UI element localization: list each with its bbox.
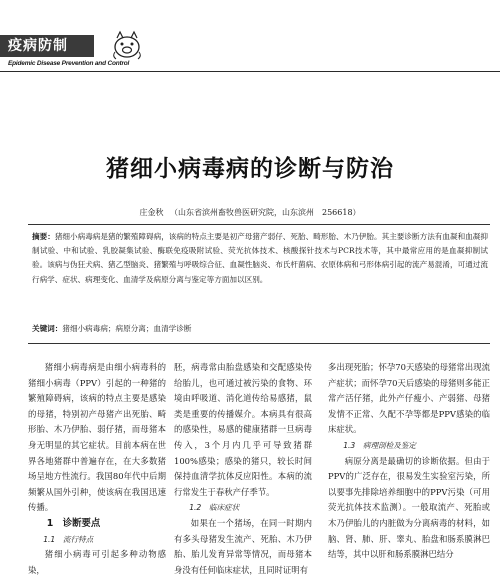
author-name: 庄金秋 — [139, 208, 164, 217]
author-line — [0, 207, 500, 218]
article-title: 猪细小病毒病的诊断与防治 — [106, 156, 394, 182]
body-column-3 — [328, 360, 490, 563]
subheading-pathology: 1.3 病理剖检及鉴定 — [343, 440, 417, 450]
pig-logo-icon — [110, 28, 144, 62]
body-column-2 — [174, 360, 312, 578]
abstract — [32, 230, 488, 287]
abstract-bottom-rule — [28, 343, 490, 344]
keywords-label: 关键词： — [32, 324, 63, 333]
transmission-paragraph: 胚，病毒常由胎盘感染和交配感染传给胎儿，也可通过被污染的食物、环境由呼吸道、消化道传给易感猪，鼠类是重要的传播媒介。本病具有很高的感染性，易感的健康猪群一旦病毒传入，3个月内几乎可导致猪群100%感染；感染的猪只，较长时间保持血清学抗体反应阳性。本病的流行常发生于春秋产仔季节。 — [174, 362, 312, 497]
intro-paragraph: 猪细小病毒病是由细小病毒科的猪细小病毒（PPV）引起的一种猪的繁殖障碍病，该病的特点主要是感染的母猪，特别初产母猪产出死胎、畸形胎、木乃伊胎、弱仔猪，而母猪本身无明显的其它症状。目前本病在世界各地猪群中普遍存在，在大多数猪场呈地方性流行。我国80年代中后期频繁从国外引种，使该病在我国迅速传播。 — [28, 362, 166, 513]
keywords — [32, 322, 488, 336]
section-banner — [0, 35, 94, 57]
section-heading-diagnosis: 1 诊断要点 — [46, 517, 101, 529]
section-subtitle: Epidemic Disease Prevention and Control — [8, 60, 130, 67]
author-affiliation: （山东省滨州畜牧兽医研究院，山东滨州 256618） — [170, 208, 361, 217]
subheading-clinical-signs: 1.2 临床症状 — [189, 503, 240, 513]
symptoms-paragraph: 多出现死胎；怀孕70天感染的母猪常出现流产症状；而怀孕70天后感染的母猪则多能正常产活仔猪，此外产仔瘦小、产弱猪、母猪发情不正常、久配不孕等都是PPV感染的临床症状。 — [328, 362, 490, 435]
subheading-epidemiology: 1.1 流行特点 — [43, 534, 94, 544]
section-title: 疫病防制 — [8, 38, 68, 54]
abstract-label: 摘要： — [32, 232, 55, 241]
pathology-paragraph: 病原分离是最确切的诊断依据。但由于PPV的广泛存在，很易发生实验室污染，所以要事先排除培养细胞中的PPV污染（可用荧光抗体技术监测）。一般取流产、死胎或木乃伊胎儿的内脏做为分离病毒的材料，如脑、肾、肺、肝、睾丸、胎盘和肠系膜淋巴结等，其中以肝和肠系膜淋巴结分 — [328, 455, 490, 560]
header-rule — [0, 71, 500, 72]
abstract-top-rule — [28, 224, 490, 225]
epidemiology-paragraph: 猪细小病毒可引起多种动物感染， — [28, 549, 166, 575]
keywords-text: 猪细小病毒病；病原分离；血清学诊断 — [62, 324, 192, 333]
clinical-signs-paragraph: 如果在一个猪场，在同一时期内有多头母猪发生流产、死胎、木乃伊胎、胎儿发育异常等情况，而母猪本身没有任何临床症状，且同时证明有 — [174, 517, 312, 575]
body-column-1 — [28, 360, 166, 578]
abstract-text: 猪细小病毒病是猪的繁殖障碍病，该病的特点主要是初产母猪产弱仔、死胎、畸形胎、木乃伊胎。其主要诊断方法有血凝和血凝抑制试验、中和试验、乳胶凝集试验、酶联免疫吸附试验、荧光抗体技术、核酸探针技术与PCR技术等，其中最常应用的是血凝抑制试验。该病与伪狂犬病、猪乙型脑炎、猪繁殖与呼吸综合征、血凝性脑炎、布氏杆菌病、衣原体病和弓形体病引起的流产易混淆，可通过流行病学、症状、病理变化、血清学及病原分离与鉴定等方面加以区别。 — [32, 232, 489, 284]
